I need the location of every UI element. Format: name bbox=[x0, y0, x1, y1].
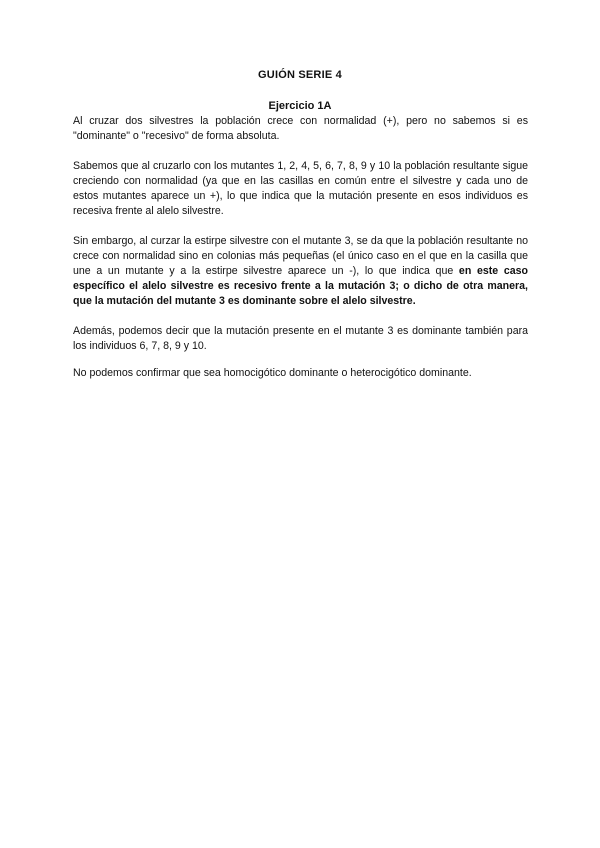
paragraph-5: No podemos confirmar que sea homocigótico dominante o heterocigótico dominante. bbox=[73, 367, 472, 379]
exercise-heading: Ejercicio 1A bbox=[268, 100, 332, 112]
paragraph-3-bold-conclusion: en este caso específico el alelo silvestre es recesivo frente a la mutación 3; o dicho de otra manera, que la mutación del mutante 3 es dominante sobre el alelo silvestre. bbox=[73, 265, 528, 307]
paragraph-3-text: Sin embargo, al curzar la estirpe silvestre con el mutante 3, se da que la población resultante no crece con normalidad sino en colonias más pequeñas (el único caso en el que en la casilla que une a un mutante y a la estirpe silvestre aparece un -), lo que indica que bbox=[73, 235, 528, 277]
paragraph-2: Sabemos que al cruzarlo con los mutantes 1, 2, 4, 5, 6, 7, 8, 9 y 10 la población resultante sigue creciendo con normalidad (ya que en las casillas en común entre el silvestre y cada uno de estos mutantes aparece un +), lo que indica que la mutación presente en esos individuos es recesiva frente al alelo silvestre. bbox=[73, 160, 528, 217]
paragraph-3 bbox=[73, 234, 528, 309]
paragraph-1: Al cruzar dos silvestres la población crece con normalidad (+), pero no sabemos si es "dominante" o "recesivo" de forma absoluta. bbox=[73, 115, 528, 142]
paragraph-4: Además, podemos decir que la mutación presente en el mutante 3 es dominante también para los individuos 6, 7, 8, 9 y 10. bbox=[73, 325, 528, 352]
document-title: GUIÓN SERIE 4 bbox=[258, 69, 342, 81]
